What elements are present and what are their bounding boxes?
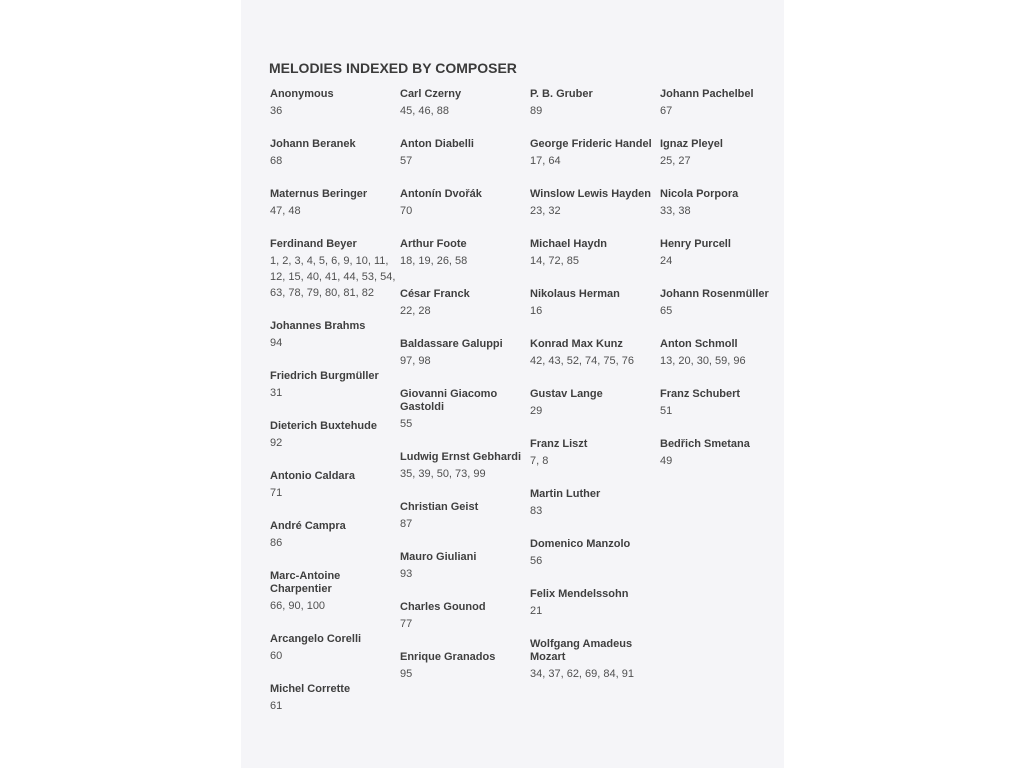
index-entry: [530, 188, 660, 219]
index-entry: [270, 238, 400, 301]
composer-name: [270, 570, 400, 596]
composer-name: George Frideric Handel: [530, 138, 652, 150]
page-numbers: 71: [270, 487, 283, 499]
page-numbers: 55: [400, 418, 413, 430]
page-numbers: 94: [270, 337, 283, 349]
composer-name-line: Charpentier: [270, 583, 332, 595]
index-column-3: [530, 88, 660, 701]
page-numbers: 68: [270, 155, 283, 167]
composer-name: Antonio Caldara: [270, 470, 355, 482]
page-numbers: 92: [270, 437, 283, 449]
page-numbers: 14, 72, 85: [530, 255, 579, 267]
page-numbers: 57: [400, 155, 413, 167]
page-numbers: 17, 64: [530, 155, 561, 167]
composer-name: [530, 638, 660, 664]
index-entry: [270, 320, 400, 351]
page-numbers-line: 63, 78, 79, 80, 81, 82: [270, 287, 374, 299]
page-numbers: 7, 8: [530, 455, 549, 467]
index-entry: [400, 551, 530, 582]
page-numbers: 16: [530, 305, 543, 317]
index-entry: [660, 288, 790, 319]
composer-name: Anton Diabelli: [400, 138, 474, 150]
index-entry: [270, 520, 400, 551]
page-numbers: 13, 20, 30, 59, 96: [660, 355, 746, 367]
composer-name: Bedřich Smetana: [660, 438, 750, 450]
composer-name: Maternus Beringer: [270, 188, 368, 200]
page-numbers: 36: [270, 105, 283, 117]
index-entry: [530, 638, 660, 682]
index-entry: [270, 683, 400, 714]
composer-name: Franz Liszt: [530, 438, 588, 450]
index-entry: [530, 488, 660, 519]
composer-name: Henry Purcell: [660, 238, 731, 250]
index-entry: [660, 438, 790, 469]
index-column-2: [400, 88, 530, 701]
index-entry: [660, 238, 790, 269]
composer-name: Arthur Foote: [400, 238, 467, 250]
composer-name-line: Marc-Antoine: [270, 570, 341, 582]
index-entry: [530, 238, 660, 269]
page-numbers: 21: [530, 605, 543, 617]
composer-name: Anonymous: [270, 88, 334, 100]
index-entry: [400, 138, 530, 169]
index-entry: [270, 188, 400, 219]
page-numbers: 65: [660, 305, 673, 317]
index-entry: [400, 188, 530, 219]
page-numbers: 22, 28: [400, 305, 431, 317]
page-numbers: 45, 46, 88: [400, 105, 449, 117]
composer-name: Gustav Lange: [530, 388, 603, 400]
composer-name: Enrique Granados: [400, 651, 496, 663]
page-numbers: 77: [400, 618, 413, 630]
index-entry: [530, 538, 660, 569]
index-entry: [530, 288, 660, 319]
page-numbers: 34, 37, 62, 69, 84, 91: [530, 668, 634, 680]
index-entry: [270, 370, 400, 401]
index-entry: [270, 633, 400, 664]
index-entry: [660, 388, 790, 419]
composer-name: Friedrich Burgmüller: [270, 370, 379, 382]
page-numbers: 66, 90, 100: [270, 600, 326, 612]
composer-name-line: Gastoldi: [400, 401, 445, 413]
composer-name: Nikolaus Herman: [530, 288, 620, 300]
composer-name: Winslow Lewis Hayden: [530, 188, 651, 200]
composer-name: César Franck: [400, 288, 470, 300]
page-numbers: 83: [530, 505, 543, 517]
page-numbers: 61: [270, 700, 283, 712]
page-numbers: 51: [660, 405, 673, 417]
composer-name: Domenico Manzolo: [530, 538, 631, 550]
page-numbers: 24: [660, 255, 673, 267]
composer-name: Charles Gounod: [400, 601, 486, 613]
page-numbers: [270, 253, 400, 301]
index-entry: [530, 388, 660, 419]
composer-name: Baldassare Galuppi: [400, 338, 503, 350]
page-numbers: 60: [270, 650, 283, 662]
page-numbers: 89: [530, 105, 543, 117]
composer-name: Carl Czerny: [400, 88, 462, 100]
index-entry: [400, 501, 530, 532]
index-entry: [400, 451, 530, 482]
composer-name: Dieterich Buxtehude: [270, 420, 377, 432]
composer-name: [400, 388, 530, 414]
composer-name: Ignaz Pleyel: [660, 138, 723, 150]
page-numbers: 87: [400, 518, 413, 530]
composer-name: Ferdinand Beyer: [270, 238, 357, 250]
index-entry: [270, 88, 400, 119]
index-entry: [270, 420, 400, 451]
page-numbers: 42, 43, 52, 74, 75, 76: [530, 355, 634, 367]
composer-name: Nicola Porpora: [660, 188, 739, 200]
composer-name: Arcangelo Corelli: [270, 633, 362, 645]
index-entry: [530, 588, 660, 619]
composer-name-line: Giovanni Giacomo: [400, 388, 498, 400]
composer-name-line: Wolfgang Amadeus: [530, 638, 633, 650]
page-numbers: 31: [270, 387, 283, 399]
index-entry: [660, 88, 790, 119]
index-entry: [530, 438, 660, 469]
page-numbers-line: 12, 15, 40, 41, 44, 53, 54,: [270, 271, 396, 283]
composer-name: Ludwig Ernst Gebhardi: [400, 451, 522, 463]
page-numbers: 49: [660, 455, 673, 467]
composer-name-line: Mozart: [530, 651, 566, 663]
index-entry: [400, 238, 530, 269]
index-column-4: [660, 88, 790, 488]
composer-name: Michel Corrette: [270, 683, 351, 695]
page-numbers: 67: [660, 105, 673, 117]
composer-name: Johann Beranek: [270, 138, 356, 150]
index-entry: [400, 388, 530, 432]
page-title: MELODIES INDEXED BY COMPOSER: [269, 60, 517, 76]
composer-name: Christian Geist: [400, 501, 479, 513]
composer-name: Johann Pachelbel: [660, 88, 754, 100]
composer-name: P. B. Gruber: [530, 88, 593, 100]
page-numbers: 33, 38: [660, 205, 691, 217]
page-numbers: 35, 39, 50, 73, 99: [400, 468, 486, 480]
composer-name: Antonín Dvořák: [400, 188, 482, 200]
index-entry: [530, 138, 660, 169]
index-entry: [660, 338, 790, 369]
composer-name: Johannes Brahms: [270, 320, 366, 332]
page-numbers: 95: [400, 668, 413, 680]
composer-name: André Campra: [270, 520, 346, 532]
composer-name: Mauro Giuliani: [400, 551, 477, 563]
index-entry: [530, 338, 660, 369]
composer-name: Martin Luther: [530, 488, 601, 500]
page-numbers: 86: [270, 537, 283, 549]
index-entry: [400, 601, 530, 632]
index-entry: [270, 138, 400, 169]
index-entry: [270, 570, 400, 614]
index-entry: [400, 338, 530, 369]
index-entry: [660, 138, 790, 169]
page-numbers: 97, 98: [400, 355, 431, 367]
page-numbers: 70: [400, 205, 413, 217]
index-entry: [400, 288, 530, 319]
page-numbers: 23, 32: [530, 205, 561, 217]
index-entry: [660, 188, 790, 219]
page-numbers: 18, 19, 26, 58: [400, 255, 468, 267]
page-numbers: 47, 48: [270, 205, 301, 217]
composer-name: Michael Haydn: [530, 238, 608, 250]
page-numbers: 25, 27: [660, 155, 691, 167]
index-column-1: [270, 88, 400, 733]
page-numbers: 56: [530, 555, 543, 567]
index-entry: [400, 651, 530, 682]
composer-name: Konrad Max Kunz: [530, 338, 623, 350]
composer-name: Anton Schmoll: [660, 338, 738, 350]
page-numbers-line: 1, 2, 3, 4, 5, 6, 9, 10, 11,: [270, 255, 389, 267]
composer-name: Johann Rosenmüller: [660, 288, 769, 300]
page-numbers: 29: [530, 405, 543, 417]
composer-name: Franz Schubert: [660, 388, 741, 400]
index-entry: [530, 88, 660, 119]
index-entry: [400, 88, 530, 119]
index-entry: [270, 470, 400, 501]
page-numbers: 93: [400, 568, 413, 580]
composer-name: Felix Mendelssohn: [530, 588, 629, 600]
